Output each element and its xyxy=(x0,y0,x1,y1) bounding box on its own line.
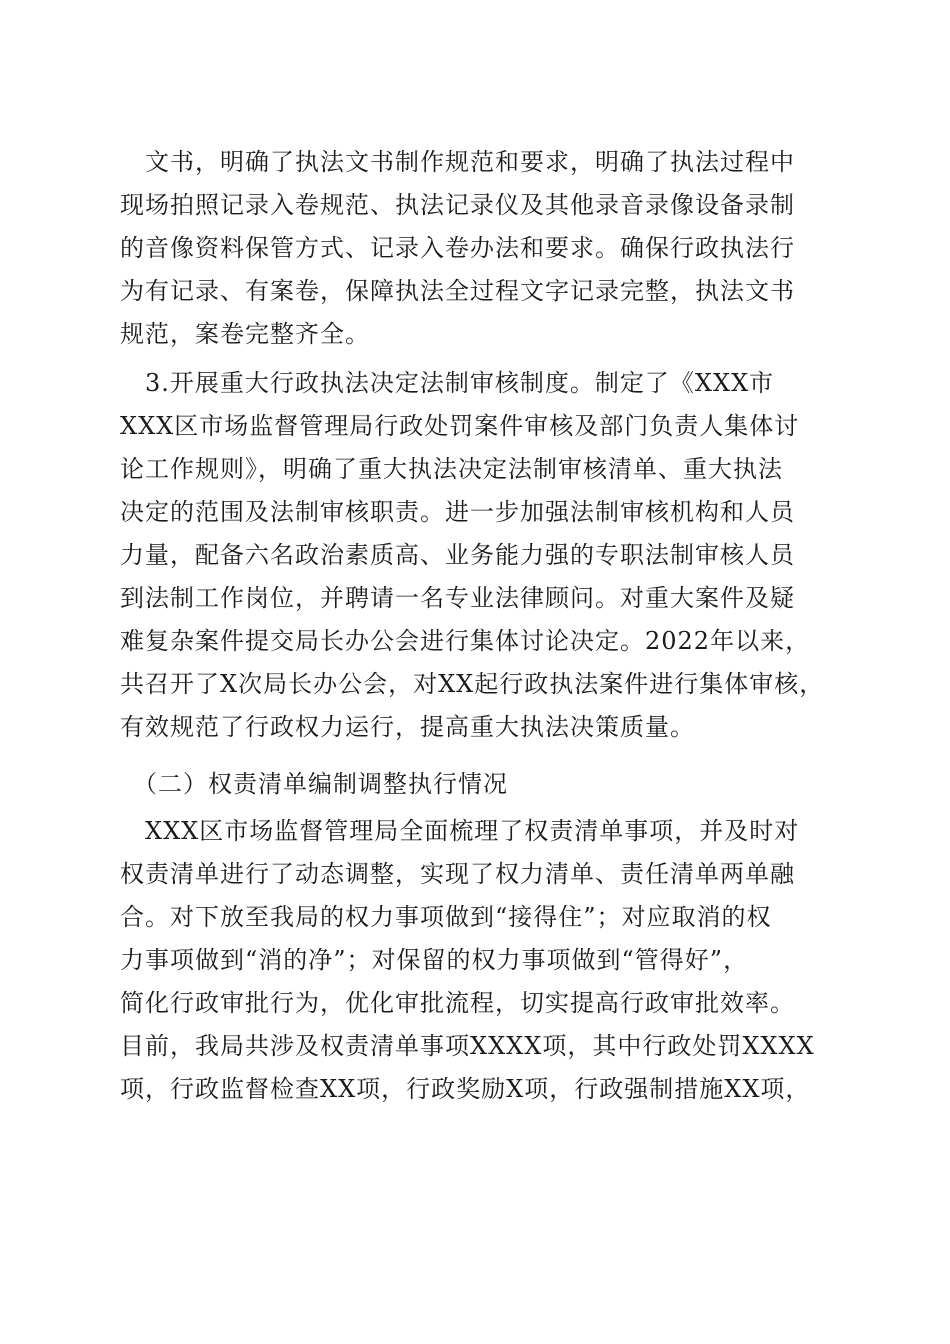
paragraph-line: 目前，我局共涉及权责清单事项XXXX项，其中行政处罚XXXX xyxy=(120,1032,815,1060)
paragraph-line: 项，行政监督检查XX项，行政奖励X项，行政强制措施XX项， xyxy=(120,1075,811,1103)
paragraph-line: 论工作规则》，明确了重大执法决定法制审核清单、重大执法 xyxy=(120,455,783,483)
paragraph-line: 决定的范围及法制审核职责。进一步加强法制审核机构和人员 xyxy=(120,498,795,526)
paragraph-line: 3.开展重大行政执法决定法制审核制度。制定了《XXX市 xyxy=(120,369,775,397)
paragraph-line: 简化行政审批行为，优化审批流程，切实提高行政审批效率。 xyxy=(120,989,795,1017)
paragraph-line: 的音像资料保管方式、记录入卷办法和要求。确保行政执法行 xyxy=(120,234,795,262)
paragraph-line: 力量，配备六名政治素质高、业务能力强的专职法制审核人员 xyxy=(120,541,795,569)
paragraph-line: 文书，明确了执法文书制作规范和要求，明确了执法过程中 xyxy=(120,148,795,176)
paragraph-line: 共召开了X次局长办公会，对XX起行政执法案件进行集体审核， xyxy=(120,670,825,698)
paragraph-line: 力事项做到“消的净”；对保留的权力事项做到“管得好”， xyxy=(120,946,749,974)
paragraph-line: XXX区市场监督管理局行政处罚案件审核及部门负责人集体讨 xyxy=(120,412,800,440)
section-heading: （二）权责清单编制调整执行情况 xyxy=(120,770,508,798)
paragraph-line: 现场拍照记录入卷规范、执法记录仪及其他录音录像设备录制 xyxy=(120,191,795,219)
paragraph-line: XXX区市场监督管理局全面梳理了权责清单事项，并及时对 xyxy=(120,817,800,845)
paragraph-line: 为有记录、有案卷，保障执法全过程文字记录完整，执法文书 xyxy=(120,277,795,305)
paragraph-line: 难复杂案件提交局长办公会进行集体讨论决定。2022年以来， xyxy=(120,627,811,655)
paragraph-line: 权责清单进行了动态调整，实现了权力清单、责任清单两单融 xyxy=(120,860,795,888)
paragraph-line: 规范，案卷完整齐全。 xyxy=(120,320,370,348)
paragraph-line: 有效规范了行政权力运行，提高重大执法决策质量。 xyxy=(120,713,695,741)
paragraph-line: 合。对下放至我局的权力事项做到“接得住”；对应取消的权 xyxy=(120,903,772,931)
paragraph-line: 到法制工作岗位，并聘请一名专业法律顾问。对重大案件及疑 xyxy=(120,584,795,612)
